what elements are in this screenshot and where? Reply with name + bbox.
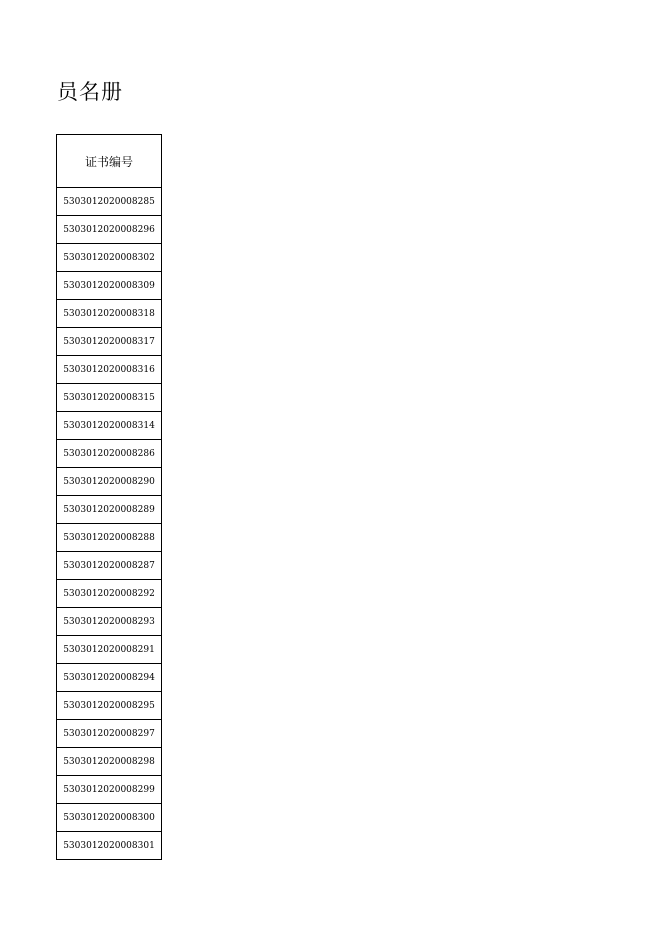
page-title: 员名册 <box>57 80 123 104</box>
table-row <box>57 384 162 412</box>
table-row <box>57 496 162 524</box>
certificate-number-cell: 5303012020008288 <box>57 524 162 552</box>
table-row <box>57 216 162 244</box>
table-row <box>57 188 162 216</box>
certificate-number-cell: 5303012020008299 <box>57 776 162 804</box>
table-row <box>57 468 162 496</box>
table-row <box>57 636 162 664</box>
table-row <box>57 244 162 272</box>
certificate-number-cell: 5303012020008291 <box>57 636 162 664</box>
table-row <box>57 300 162 328</box>
table-body <box>57 188 162 860</box>
certificate-number-cell: 5303012020008287 <box>57 552 162 580</box>
certificate-number-cell: 5303012020008315 <box>57 384 162 412</box>
certificate-number-cell: 5303012020008316 <box>57 356 162 384</box>
table-row <box>57 664 162 692</box>
certificate-number-cell: 5303012020008293 <box>57 608 162 636</box>
table-header-row <box>57 135 162 188</box>
table-row <box>57 524 162 552</box>
certificate-number-cell: 5303012020008296 <box>57 216 162 244</box>
certificate-number-cell: 5303012020008294 <box>57 664 162 692</box>
table-row <box>57 328 162 356</box>
certificate-number-cell: 5303012020008285 <box>57 188 162 216</box>
table-row <box>57 832 162 860</box>
table-row <box>57 608 162 636</box>
certificate-number-cell: 5303012020008317 <box>57 328 162 356</box>
certificate-number-cell: 5303012020008295 <box>57 692 162 720</box>
certificate-number-cell: 5303012020008314 <box>57 412 162 440</box>
certificate-number-cell: 5303012020008302 <box>57 244 162 272</box>
certificate-number-cell: 5303012020008297 <box>57 720 162 748</box>
certificate-number-cell: 5303012020008289 <box>57 496 162 524</box>
table-row <box>57 580 162 608</box>
certificate-number-cell: 5303012020008300 <box>57 804 162 832</box>
column-header-certificate-number: 证书编号 <box>57 135 162 188</box>
certificate-number-cell: 5303012020008290 <box>57 468 162 496</box>
certificate-number-cell: 5303012020008286 <box>57 440 162 468</box>
table-row <box>57 776 162 804</box>
table-row <box>57 440 162 468</box>
table-row <box>57 412 162 440</box>
table-row <box>57 804 162 832</box>
table-row <box>57 748 162 776</box>
certificate-table <box>56 134 162 860</box>
table-row <box>57 356 162 384</box>
certificate-number-cell: 5303012020008318 <box>57 300 162 328</box>
table-row <box>57 720 162 748</box>
table-row <box>57 692 162 720</box>
certificate-number-cell: 5303012020008301 <box>57 832 162 860</box>
certificate-number-cell: 5303012020008292 <box>57 580 162 608</box>
table-row <box>57 552 162 580</box>
table-row <box>57 272 162 300</box>
certificate-number-cell: 5303012020008298 <box>57 748 162 776</box>
certificate-number-cell: 5303012020008309 <box>57 272 162 300</box>
